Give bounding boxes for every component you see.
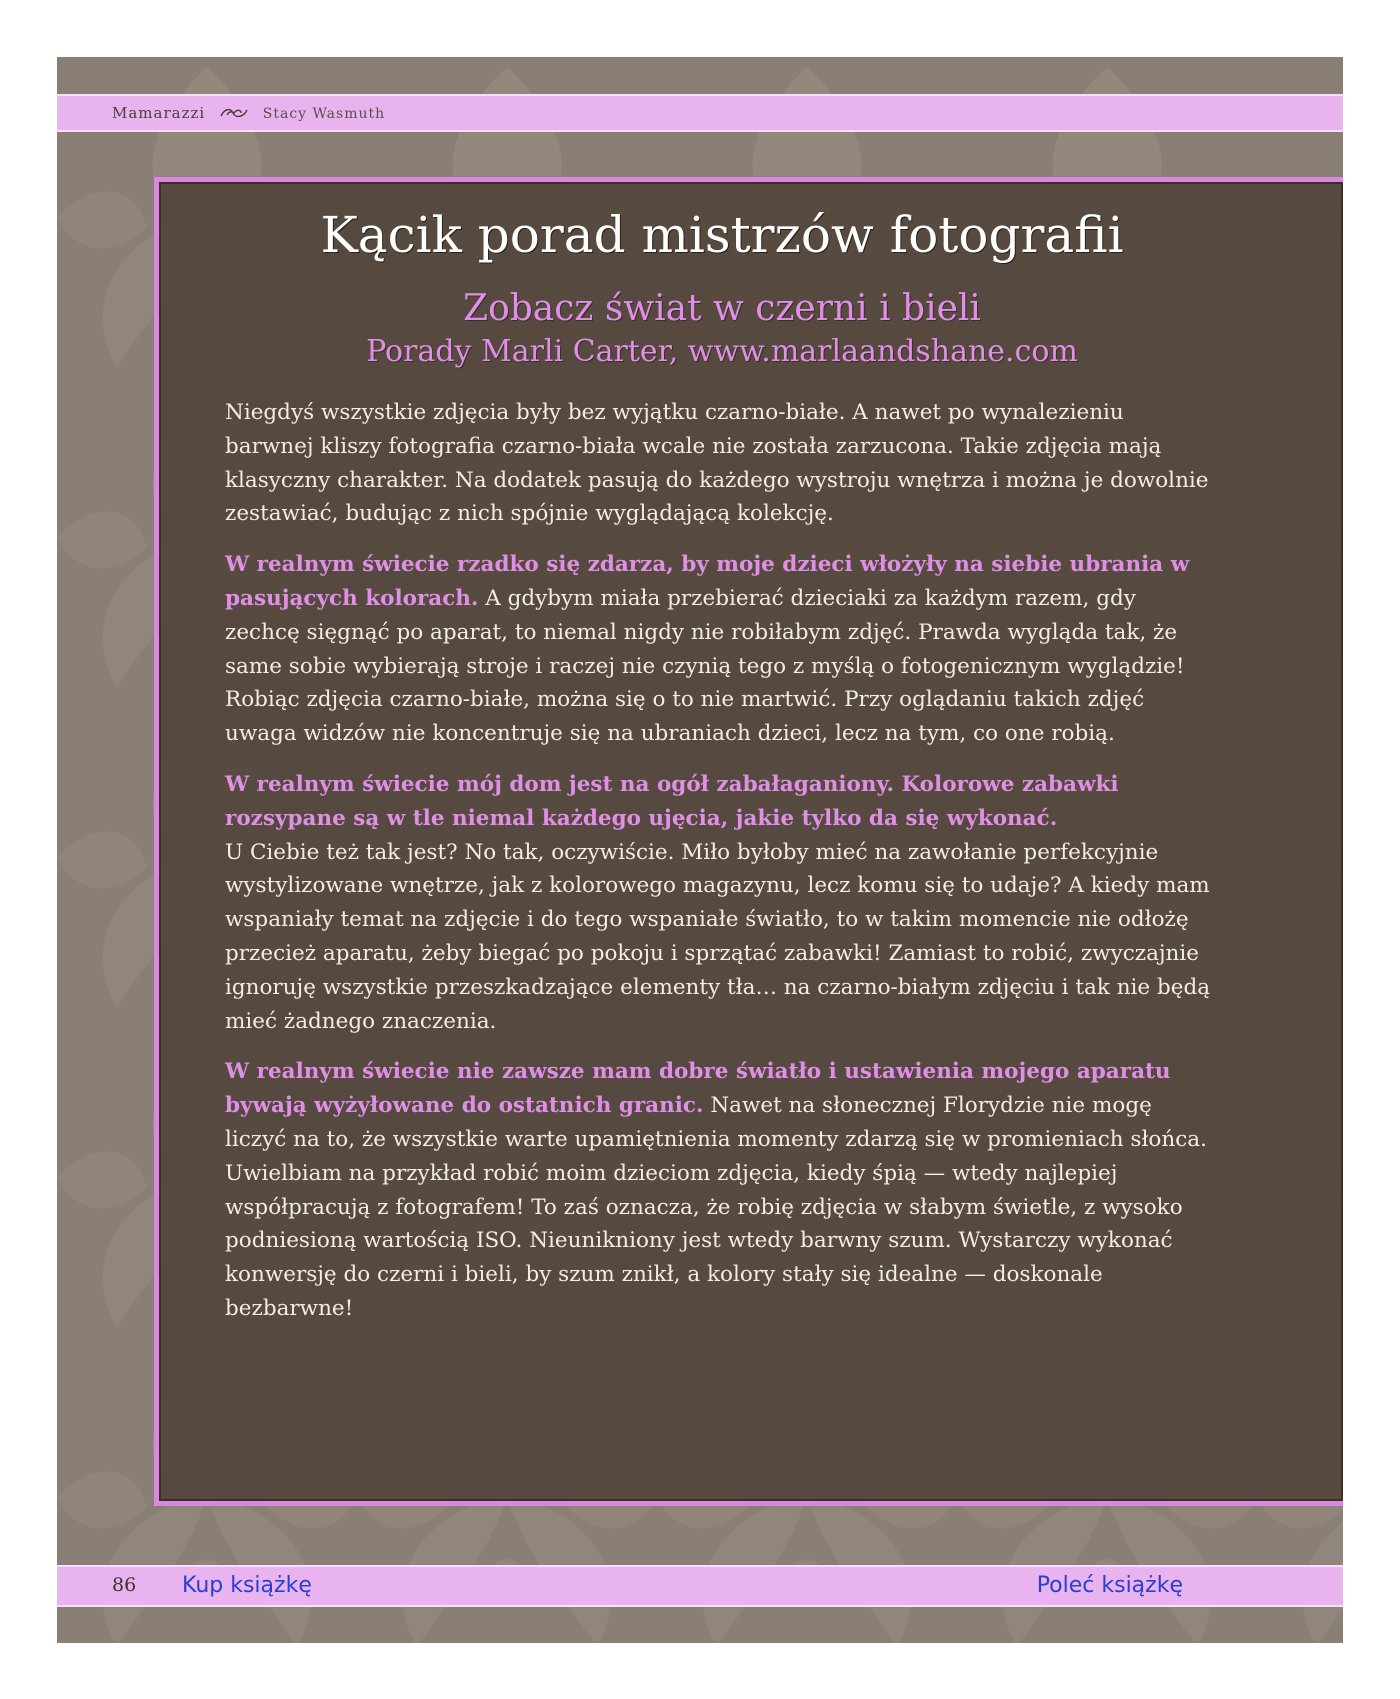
paragraph-text: U Ciebie też tak jest? No tak, oczywiście. Miło byłoby mieć na zawołanie perfekcyjnie wystylizowane wnętrze, jak z kolorowego magazynu, lecz komu się to udaje? A kiedy mam wspaniały temat na zdjęcie i do tego wspaniałe światło, to w takim momencie nie odłożę przecież aparatu, żeby biegać po pokoju i sprzątać zabawki! Zamiast to robić, zwyczajnie ignoruję wszystkie przeszkadzające elementy tła… na czarno-białym zdjęciu i tak nie będą mieć żadnego znaczenia.	[225, 839, 1211, 1034]
swirl-ornament-icon	[219, 106, 249, 120]
header-band	[57, 94, 1343, 132]
paragraph-text: A gdybym miała przebierać dzieciaki za każdym razem, gdy zechcę sięgnąć po aparat, to niemal nigdy nie robiłabym zdjęć. Prawda wygląda tak, że same sobie wybierają stroje i raczej nie czynią tego z myślą o fotogenicznym wyglądzie! Robiąc zdjęcia czarno-białe, można się o to nie martwić. Przy oglądaniu takich zdjęć uwaga widzów nie koncentruje się na ubraniach dzieci, lecz na tym, co one robią.	[225, 585, 1185, 747]
paragraph	[225, 768, 1215, 1038]
paragraph-highlight: W realnym świecie mój dom jest na ogół zabałaganiony. Kolorowe zabawki rozsypane są w tle niemal każdego ujęcia, jakie tylko da się wykonać.	[225, 771, 1119, 831]
paragraph-text: Nawet na słonecznej Florydzie nie mogę liczyć na to, że wszystkie warte upamiętnienia momenty zdarzą się w promieniach słońca. Uwielbiam na przykład robić moim dzieciom zdjęcia, kiedy śpią — wtedy najlepiej współpracują z fotografem! To zaś oznacza, że robię zdjęcia w słabym świetle, z wysoko podniesioną wartością ISO. Nieunikniony jest wtedy barwny szum. Wystarczy wykonać konwersję do czerni i bieli, by szum znikł, a kolory stały się idealne — doskonale bezbarwne!	[225, 1093, 1207, 1321]
buy-book-link[interactable]: Kup książkę	[182, 1573, 312, 1598]
paragraph	[225, 548, 1215, 751]
paragraph	[225, 1055, 1215, 1325]
paragraph-text: Niegdyś wszystkie zdjęcia były bez wyjątku czarno-białe. A nawet po wynalezieniu barwnej kliszy fotografia czarno-biała wcale nie została zarzucona. Takie zdjęcia mają klasyczny charakter. Na dodatek pasują do każdego wystroju wnętrza i można je dowolnie zestawiać, budując z nich spójnie wyglądającą kolekcję.	[225, 400, 1209, 527]
footer-band	[57, 1565, 1343, 1607]
article-subtitle: Zobacz świat w czerni i bieli	[463, 288, 981, 329]
book-author: Stacy Wasmuth	[262, 106, 386, 122]
article-body	[225, 396, 1215, 1343]
paragraph-highlight: W realnym świecie rzadko się zdarza, by moje dzieci włożyły na siebie ubrania w pasujących kolorach.	[225, 552, 1190, 611]
article-byline: Porady Marli Carter, www.marlaandshane.com	[366, 334, 1078, 369]
running-head	[112, 104, 385, 122]
book-title: Mamarazzi	[112, 104, 206, 122]
tip-box	[154, 177, 1343, 1506]
article-title: Kącik porad mistrzów fotografii	[320, 206, 1124, 264]
page-number: 86	[112, 1574, 137, 1596]
paragraph-highlight: W realnym świecie nie zawsze mam dobre światło i ustawienia mojego aparatu bywają wyżyłowane do ostatnich granic.	[225, 1059, 1171, 1119]
recommend-book-link[interactable]: Poleć książkę	[1036, 1573, 1183, 1598]
paragraph	[225, 396, 1215, 531]
book-page	[57, 57, 1343, 1643]
